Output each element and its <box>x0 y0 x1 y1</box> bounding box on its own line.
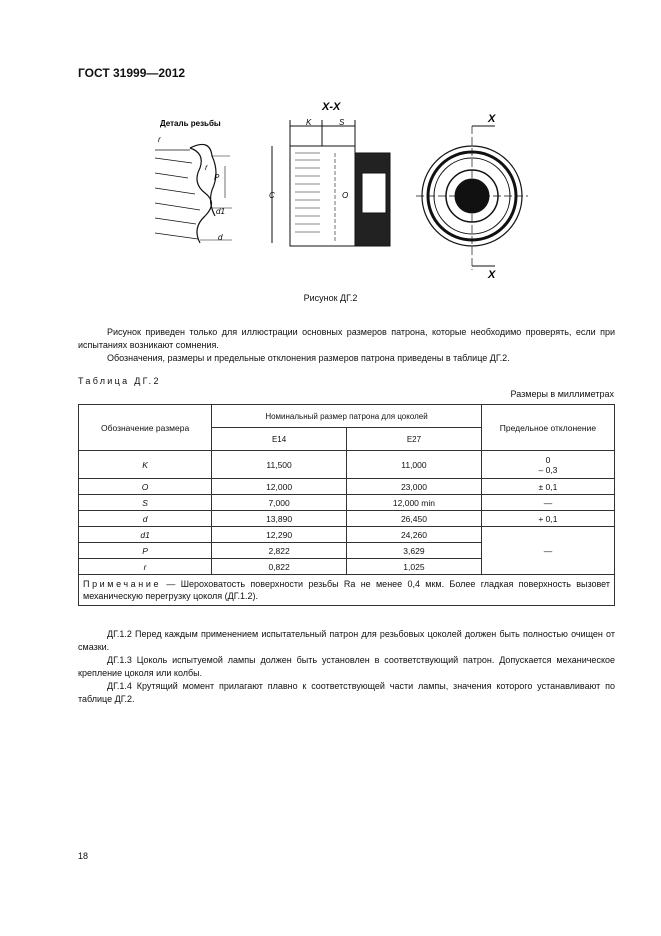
cell-designation: d1 <box>79 527 212 543</box>
front-view <box>416 126 528 270</box>
cell-e14: 13,890 <box>212 511 347 527</box>
cut-x-bottom-label: X <box>488 269 496 281</box>
dim-s-label: S <box>339 118 345 127</box>
paragraph-dg-1-2: ДГ.1.2 Перед каждым применением испытательный патрон для резьбовых цоколей должен быть полностью очищен от смазки. <box>78 629 615 652</box>
note-label: Примечание <box>83 579 162 589</box>
intro-paragraph-2: Обозначения, размеры и предельные отклонения размеров патрона приведены в таблице ДГ.2. <box>107 353 510 363</box>
dim-k-label: K <box>306 118 312 127</box>
cell-e27: 24,260 <box>347 527 482 543</box>
table-title: Таблица ДГ.2 <box>78 376 161 386</box>
cell-e27: 23,000 <box>347 479 482 495</box>
header-nominal: Номинальный размер патрона для цоколей <box>212 405 482 428</box>
table-row <box>79 451 615 479</box>
header-e14: E14 <box>212 428 347 451</box>
cell-designation: O <box>79 479 212 495</box>
cell-tolerance: — <box>481 495 614 511</box>
header-designation: Обозначение размера <box>79 405 212 451</box>
tolerance-upper: 0 <box>545 454 551 465</box>
dim-d1-label: d1 <box>216 207 225 216</box>
section-label: X-X <box>322 101 341 113</box>
cell-e14: 2,822 <box>212 543 347 559</box>
tolerance-lower: – 0,3 <box>538 464 558 475</box>
header-tolerance: Предельное отклонение <box>481 405 614 451</box>
cell-designation: K <box>79 451 212 479</box>
thread-detail-sketch <box>155 144 232 243</box>
dim-d-label: d <box>218 233 223 242</box>
dim-p-label: P <box>214 173 220 182</box>
cell-e14: 12,290 <box>212 527 347 543</box>
table-row <box>79 527 615 543</box>
cell-e27: 11,000 <box>347 451 482 479</box>
dimensions-table <box>78 404 615 606</box>
cell-tolerance: + 0,1 <box>481 511 614 527</box>
dim-r-label-detail2: r <box>205 163 208 172</box>
note-text: — Шероховатость поверхности резьбы Ra не менее 0,4 мкм. Более гладкая поверхность вызовет механическую перегрузку цоколя (ДГ.1.2). <box>83 579 610 601</box>
table-row <box>79 511 615 527</box>
cell-e27: 26,450 <box>347 511 482 527</box>
cell-e14: 11,500 <box>212 451 347 479</box>
header-e27: E27 <box>347 428 482 451</box>
table-note <box>79 575 615 606</box>
table-row <box>79 495 615 511</box>
thread-detail-label: Деталь резьбы <box>160 119 221 128</box>
cell-e27: 1,025 <box>347 559 482 575</box>
cut-x-top-label: X <box>488 113 496 125</box>
paragraph-dg-1-3: ДГ.1.3 Цоколь испытуемой лампы должен быть установлен в соответствующий патрон. Допускается механическое крепление цоколя или колбы. <box>78 655 615 678</box>
paragraph-dg-1-4: ДГ.1.4 Крутящий момент прилагают плавно к соответствующей части лампы, значения которого устанавливают по таблице ДГ.2. <box>78 681 615 704</box>
cell-tolerance <box>481 451 614 479</box>
table-note-row <box>79 575 615 606</box>
intro-paragraph-1: Рисунок приведен только для иллюстрации основных размеров патрона, которые необходимо проверять, если при испытаниях возникают сомнения. <box>78 327 615 350</box>
cell-e27: 3,629 <box>347 543 482 559</box>
table-row <box>79 479 615 495</box>
cell-tolerance-merged: — <box>481 527 614 575</box>
cell-e27: 12,000 min <box>347 495 482 511</box>
dim-r-label-detail: r <box>158 135 161 144</box>
table-units: Размеры в миллиметрах <box>510 389 614 399</box>
cell-designation: S <box>79 495 212 511</box>
dim-o-label: O <box>342 191 349 200</box>
cell-designation: d <box>79 511 212 527</box>
cell-e14: 7,000 <box>212 495 347 511</box>
section-view <box>272 120 390 246</box>
figure-caption: Рисунок ДГ.2 <box>303 293 358 303</box>
technical-drawing <box>150 98 550 283</box>
cell-e14: 12,000 <box>212 479 347 495</box>
dim-c-label: C <box>269 191 275 200</box>
page-number: 18 <box>78 851 89 861</box>
cell-e14: 0,822 <box>212 559 347 575</box>
document-header: ГОСТ 31999—2012 <box>78 66 186 80</box>
cell-tolerance: ± 0,1 <box>481 479 614 495</box>
cell-designation: P <box>79 543 212 559</box>
cell-designation: r <box>79 559 212 575</box>
